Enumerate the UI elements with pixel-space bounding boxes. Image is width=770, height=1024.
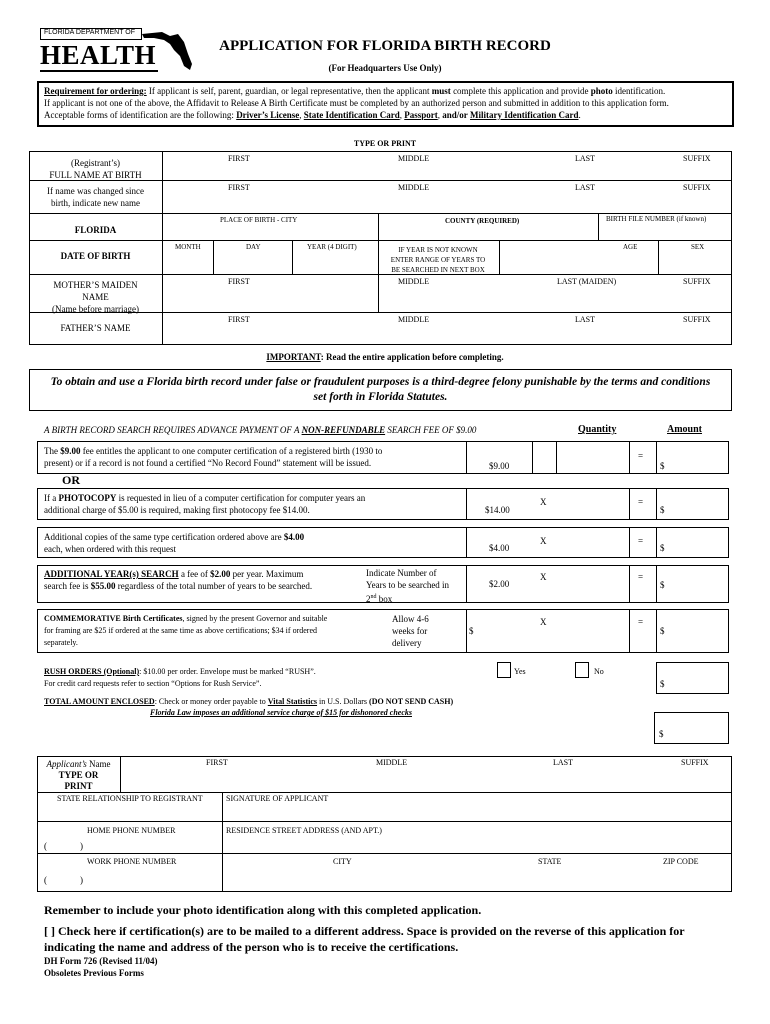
city-input[interactable] [165, 226, 375, 238]
father-name-input[interactable] [165, 326, 728, 342]
search-fee-note: A BIRTH RECORD SEARCH REQUIRES ADVANCE PAYMENT OF A NON-REFUNDABLE SEARCH FEE OF $9.00 [44, 425, 477, 435]
new-name-input[interactable] [165, 194, 728, 210]
city-state-zip-input[interactable] [225, 867, 729, 890]
reg-suffix-label: SUFFIX [683, 154, 711, 163]
father-first-label: FIRST [228, 315, 250, 324]
equals: = [638, 497, 644, 507]
years-to-search-note: Indicate Number of Years to be searched in 2nd box [366, 568, 450, 604]
residence-input[interactable] [225, 836, 729, 851]
dob-label: DATE OF BIRTH [60, 251, 131, 261]
county-input[interactable] [381, 226, 595, 238]
obsoletes-note: Obsoletes Previous Forms [44, 968, 144, 978]
times: X [540, 497, 547, 507]
dob-input[interactable] [165, 254, 728, 272]
times: X [540, 572, 547, 582]
new-first-label: FIRST [228, 183, 250, 192]
fee-row-1-price: $9.00 [489, 461, 510, 471]
requirement-text: Requirement for ordering: If applicant is self, parent, guardian, or legal representative, then the applicant must complete this application and provide photo identification. If applicant is not one of the above, the Affidavit to Release A Birth Certificate must be completed by an authorized person and submitted in addition to this application form. Acceptable forms of identification are the following: Driver’s License, State Identification Card, Passport, and/or Military Identification Card. [44, 86, 669, 120]
logo-dept-text: FLORIDA DEPARTMENT OF [44, 29, 136, 36]
state-label: STATE [538, 857, 562, 866]
home-phone-label: HOME PHONE NUMBER [87, 826, 176, 835]
new-suffix-label: SUFFIX [683, 183, 711, 192]
new-last-label: LAST [575, 183, 595, 192]
age-label: AGE [623, 243, 638, 251]
total-amount-note: TOTAL AMOUNT ENCLOSED: Check or money order payable to Vital Statistics in U.S. Dollars (DO NOT SEND CASH) [44, 697, 454, 706]
type-or-print: TYPE OR PRINT [353, 139, 417, 148]
equals: = [638, 536, 644, 546]
dishonored-checks-note: Florida Law imposes an additional service charge of $15 for dishonored checks [150, 708, 412, 717]
mother-middle-label: MIDDLE [398, 277, 430, 286]
times: X [540, 617, 547, 627]
father-last-label: LAST [575, 315, 595, 324]
fee-row-2-text: If a PHOTOCOPY is requested in lieu of a computer certification for computer years an additional charge of $5.00 is required, making first photocopy fee $14.00. [44, 493, 366, 515]
form-number: DH Form 726 (Revised 11/04) [44, 956, 158, 966]
rush-dollar: $ [660, 679, 665, 689]
mail-different-address-note: [ ] Check here if certification(s) are to be mailed to a different address. Space is provided on the reverse of this application for indicating the name and address of the person who is to receive the certifications. [44, 924, 685, 954]
home-phone-paren-open: ( [44, 841, 47, 851]
delivery-note: Allow 4-6 weeks for delivery [392, 614, 429, 648]
logo [40, 22, 160, 74]
reg-last-label: LAST [575, 154, 595, 163]
fee-row-2-quantity-input[interactable] [558, 490, 627, 518]
mother-last-label: LAST (MAIDEN) [557, 277, 617, 286]
applicant-first-label: FIRST [206, 758, 228, 767]
signature-input[interactable] [225, 803, 729, 819]
new-middle-label: MIDDLE [398, 183, 430, 192]
fee-row-4-quantity-input[interactable] [558, 567, 627, 601]
fee-row-4-dollar: $ [660, 580, 665, 590]
fee-row-5-text: COMMEMORATIVE Birth Certificates, signed by the present Governor and suitable for framing are $25 if ordered at the same time as above certifications; $34 if ordered separately. [44, 614, 328, 647]
rush-amount-box[interactable] [656, 662, 729, 694]
home-phone-input[interactable] [40, 836, 220, 851]
county-label: COUNTY (REQUIRED) [445, 217, 520, 225]
fee-row-4-text: ADDITIONAL YEAR(s) SEARCH a fee of $2.00 per year. Maximum search fee is $55.00 regardless of the total number of years to be searched. [44, 569, 313, 591]
fee-row-3-price: $4.00 [489, 543, 510, 553]
relationship-input[interactable] [40, 803, 220, 819]
mother-name-input[interactable] [165, 288, 728, 310]
fee-row-3-quantity-input[interactable] [558, 529, 627, 556]
remember-note: Remember to include your photo identification along with this completed application. [44, 903, 482, 917]
sex-label: SEX [691, 243, 705, 251]
amount-header: Amount [667, 424, 703, 435]
applicant-name-input[interactable] [123, 768, 729, 790]
mother-label: MOTHER’S MAIDEN NAME (Name before marriage) [52, 280, 139, 314]
applicant-suffix-label: SUFFIX [681, 758, 709, 767]
fee-row-5-dollar: $ [660, 626, 665, 636]
rush-yes-checkbox[interactable] [497, 662, 511, 678]
day-label: DAY [246, 243, 261, 251]
or-divider: OR [62, 473, 80, 487]
relationship-label: STATE RELATIONSHIP TO REGISTRANT [57, 794, 203, 803]
mother-first-label: FIRST [228, 277, 250, 286]
equals: = [638, 451, 644, 461]
fee-row-2-price: $14.00 [485, 505, 510, 515]
times: X [540, 536, 547, 546]
reg-first-label: FIRST [228, 154, 250, 163]
work-phone-paren-close: ) [80, 875, 83, 885]
residence-label: RESIDENCE STREET ADDRESS (AND APT.) [226, 826, 382, 835]
total-amount-box[interactable] [654, 712, 729, 744]
work-phone-input[interactable] [40, 867, 220, 890]
fee-row-5-price-dollar: $ [469, 626, 474, 636]
applicant-last-label: LAST [553, 758, 573, 767]
file-number-label: BIRTH FILE NUMBER (if known) [606, 215, 707, 223]
quantity-header: Quantity [578, 424, 617, 435]
file-number-input[interactable] [601, 226, 729, 238]
work-phone-paren-open: ( [44, 875, 47, 885]
year-unknown-note: IF YEAR IS NOT KNOWN ENTER RANGE OF YEARS TO BE SEARCHED IN NEXT BOX [390, 246, 486, 274]
fee-row-5-quantity-input[interactable] [558, 611, 627, 651]
rush-no-checkbox[interactable] [575, 662, 589, 678]
father-middle-label: MIDDLE [398, 315, 430, 324]
month-label: MONTH [175, 243, 201, 251]
zip-label: ZIP CODE [663, 857, 699, 866]
father-suffix-label: SUFFIX [683, 315, 711, 324]
logo-health-text: HEALTH [40, 40, 157, 70]
important-note: IMPORTANT: Read the entire application before completing. [266, 352, 504, 362]
fee-row-1-dollar: $ [660, 461, 665, 471]
home-phone-paren-close: ) [80, 841, 83, 851]
fee-row-1-quantity-input[interactable] [558, 443, 627, 472]
father-label: FATHER’S NAME [60, 323, 131, 333]
felony-warning: To obtain and use a Florida birth record under false or fraudulent purposes is a third-degree felony punishable by the terms and conditions set forth in Florida Statutes. [50, 376, 711, 403]
registrant-name-input[interactable] [165, 164, 728, 178]
equals: = [638, 617, 644, 627]
fee-row-1-text: The $9.00 fee entitles the applicant to one computer certification of a registered birth (1930 to present) or if a record is not found a certified “No Record Found” statement will be issued. [44, 446, 383, 468]
signature-label: SIGNATURE OF APPLICANT [226, 794, 329, 803]
total-dollar: $ [659, 729, 664, 739]
fee-row-4-price: $2.00 [489, 579, 510, 589]
form-subtitle: (For Headquarters Use Only) [328, 63, 442, 73]
equals: = [638, 572, 644, 582]
changed-name-label: If name was changed since birth, indicate new name [47, 186, 144, 208]
fee-row-3-text: Additional copies of the same type certification ordered above are $4.00 each, when ordered with this request [44, 532, 305, 554]
rush-yes-label: Yes [514, 667, 526, 676]
mother-suffix-label: SUFFIX [683, 277, 711, 286]
work-phone-label: WORK PHONE NUMBER [87, 857, 177, 866]
fee-row-2-dollar: $ [660, 505, 665, 515]
city-label: CITY [333, 857, 352, 866]
rush-orders-note: RUSH ORDERS (Optional): $10.00 per order. Envelope must be marked “RUSH”. For credit card requests refer to section “Options for Rush Service”. [44, 667, 316, 688]
applicant-middle-label: MIDDLE [376, 758, 408, 767]
applicant-name-label: Applicant’s Name TYPE OR PRINT [46, 759, 111, 791]
florida-label: FLORIDA [74, 225, 117, 235]
fee-row-3-dollar: $ [660, 543, 665, 553]
form-title: APPLICATION FOR FLORIDA BIRTH RECORD [219, 38, 551, 54]
year-label: YEAR (4 DIGIT) [307, 243, 357, 251]
registrant-label: (Registrant’s) FULL NAME AT BIRTH [49, 158, 142, 180]
rush-no-label: No [594, 667, 604, 676]
place-city-label: PLACE OF BIRTH - CITY [220, 216, 298, 224]
reg-middle-label: MIDDLE [398, 154, 430, 163]
